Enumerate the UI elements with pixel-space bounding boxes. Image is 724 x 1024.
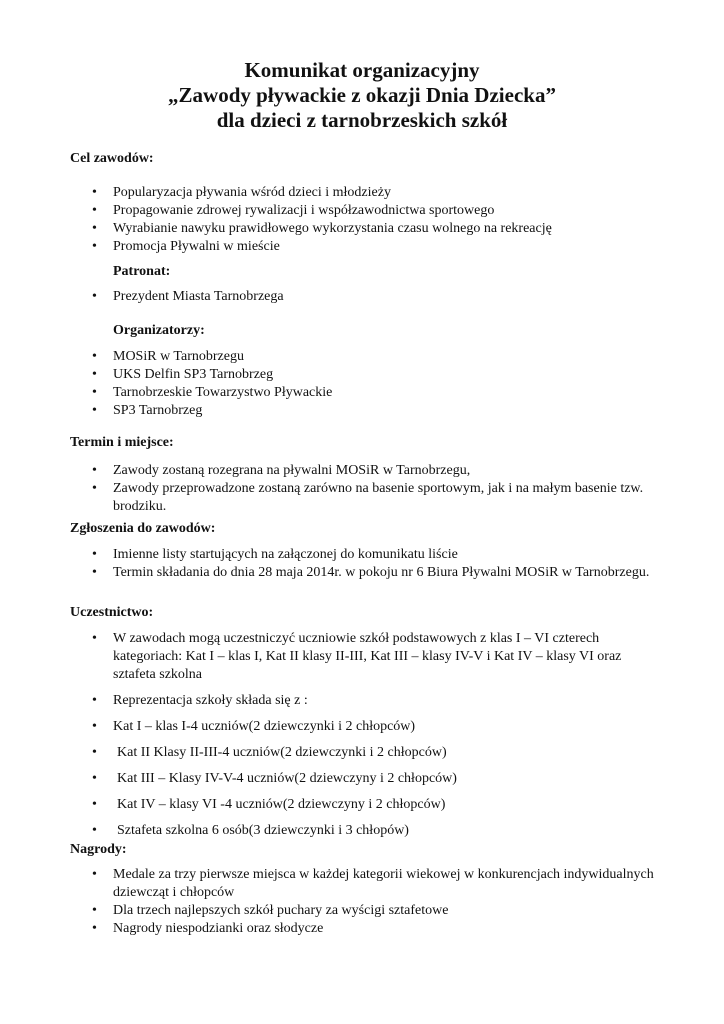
list-item: • SP3 Tarnobrzeg [0,402,724,420]
list-item: • Kat II Klasy II-III-4 uczniów(2 dziewczynki i 2 chłopców) [0,744,724,762]
list-item: • Medale za trzy pierwsze miejsca w każdej kategorii wiekowej w konkurencjach indywidualnych dziewcząt i chłopców [0,866,724,902]
title-line-3: dla dzieci z tarnobrzeskich szkół [216,108,508,132]
nagrody-list [0,866,724,938]
zgloszenia-list [0,546,724,582]
list-item: • Imienne listy startujących na załączonej do komunikatu liście [0,546,724,564]
list-item: • Termin składania do dnia 28 maja 2014r. w pokoju nr 6 Biura Pływalni MOSiR w Tarnobrzegu. [0,564,724,582]
list-item: • Tarnobrzeskie Towarzystwo Pływackie [0,384,724,402]
title-line-1: Komunikat organizacyjny [244,58,480,82]
list-item: • Kat III – Klasy IV-V-4 uczniów(2 dziewczyny i 2 chłopców) [0,770,724,788]
patronat-heading: Patronat: [113,264,171,279]
organizatorzy-list [0,348,724,420]
cel-heading: Cel zawodów: [70,151,154,166]
list-item: • Nagrody niespodzianki oraz słodycze [0,920,724,938]
list-item: • MOSiR w Tarnobrzegu [0,348,724,366]
list-item: • Zawody przeprowadzone zostaną zarówno na basenie sportowym, jak i na małym basenie tzw. brodziku. [0,480,724,516]
list-item: • Dla trzech najlepszych szkół puchary za wyścigi sztafetowe [0,902,724,920]
uczestnictwo-list [0,630,724,848]
list-item: • Reprezentacja szkoły składa się z : [0,692,724,710]
list-item: • Propagowanie zdrowej rywalizacji i współzawodnictwa sportowego [0,202,724,220]
zgloszenia-heading: Zgłoszenia do zawodów: [70,521,216,536]
nagrody-heading: Nagrody: [70,842,127,857]
list-item: • W zawodach mogą uczestniczyć uczniowie szkół podstawowych z klas I – VI czterech kategoriach: Kat I – klas I, Kat II klasy II-III, Kat III – klasy IV-V i Kat IV – klasy VI oraz sztafeta szkolna [0,630,724,684]
title-line-2: „Zawody pływackie z okazji Dnia Dziecka” [168,83,556,107]
patronat-list [0,288,724,306]
list-item: • Zawody zostaną rozegrana na pływalni MOSiR w Tarnobrzegu, [0,462,724,480]
organizatorzy-heading: Organizatorzy: [113,323,205,338]
termin-list [0,462,724,516]
list-item: • Popularyzacja pływania wśród dzieci i młodzieży [0,184,724,202]
list-item: • Kat IV – klasy VI -4 uczniów(2 dziewczyny i 2 chłopców) [0,796,724,814]
list-item: • Wyrabianie nawyku prawidłowego wykorzystania czasu wolnego na rekreację [0,220,724,238]
list-item: • UKS Delfin SP3 Tarnobrzeg [0,366,724,384]
list-item: • Kat I – klas I-4 uczniów(2 dziewczynki i 2 chłopców) [0,718,724,736]
list-item: • Sztafeta szkolna 6 osób(3 dziewczynki i 3 chłopów) [0,822,724,840]
termin-heading: Termin i miejsce: [70,435,174,450]
uczestnictwo-heading: Uczestnictwo: [70,605,154,620]
list-item: • Promocja Pływalni w mieście [0,238,724,256]
list-item: • Prezydent Miasta Tarnobrzega [0,288,724,306]
cel-list [0,184,724,256]
